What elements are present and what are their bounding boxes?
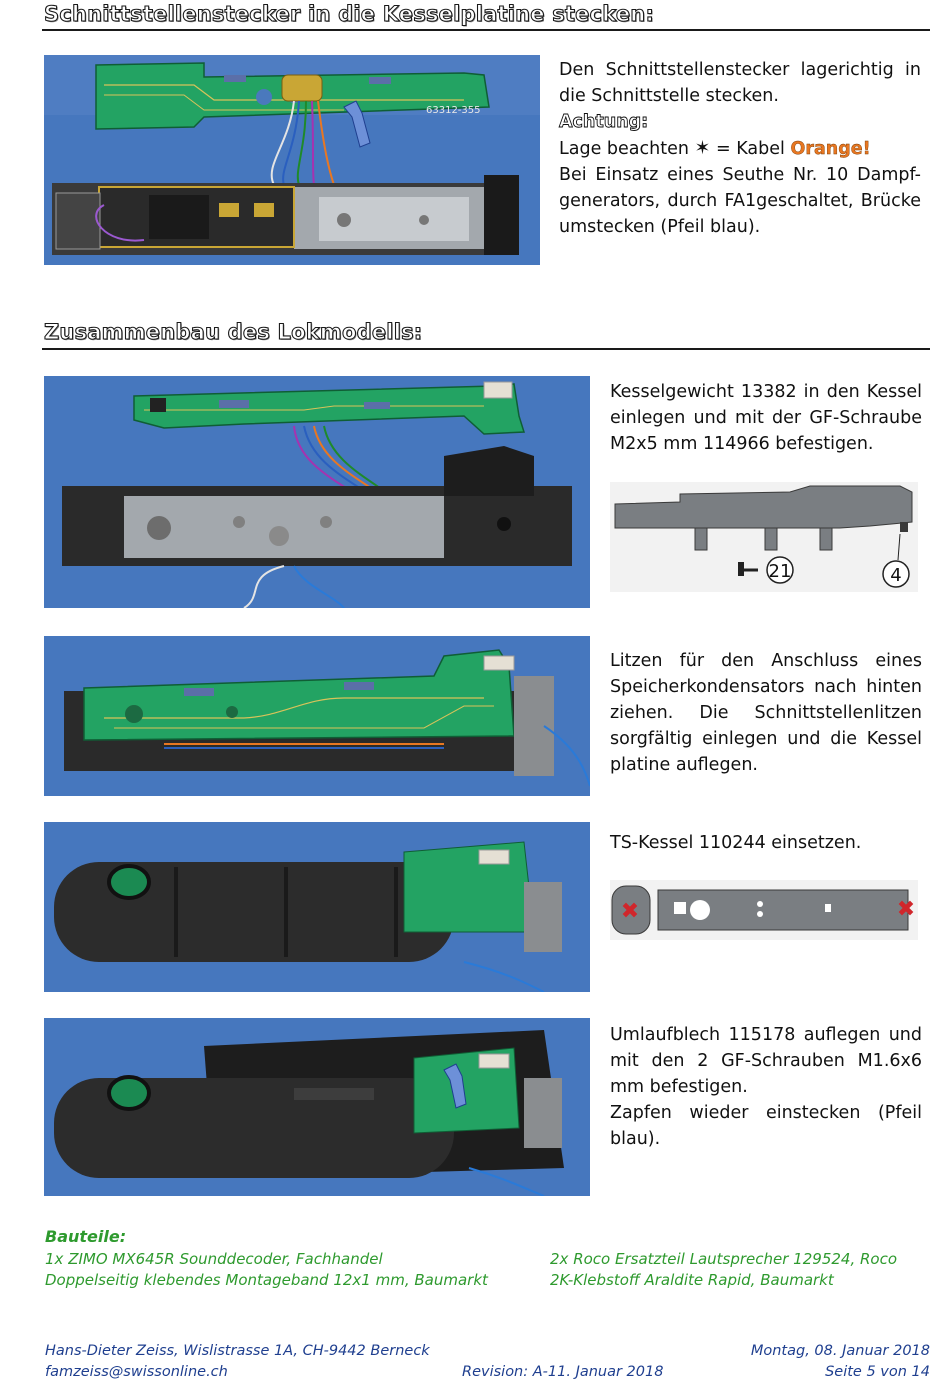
photo-decoder-plug — [44, 55, 540, 265]
parts-item: Doppelseitig klebendes Montageband 12x1 mm, Baumarkt — [45, 1271, 488, 1289]
section1-line1: Den Schnittstellenstecker lagerichtig in die Schnittstelle stecken. — [559, 60, 921, 106]
remove-mark-icon: ✖ — [896, 897, 916, 922]
board-label: 63312-355 — [426, 105, 481, 116]
photo-boiler-weight — [44, 376, 590, 608]
photo-boiler-shell — [44, 822, 590, 992]
section1-line2-prefix: Lage beachten — [559, 139, 689, 159]
photo-boiler-pcb — [44, 636, 590, 796]
footer-date: Montag, 08. Januar 2018 — [750, 1343, 930, 1359]
section2-heading: Zusammenbau des Lokmodells: — [44, 320, 423, 344]
section2-rule — [42, 348, 930, 350]
step4-line1: Umlaufblech 115178 auflegen und mit den 2 GF-Schrauben M1.6x6 mm befestigen. — [610, 1025, 922, 1097]
diagram-boiler-weight — [610, 482, 918, 592]
parts-right — [550, 1249, 930, 1291]
parts-item: 2x Roco Ersatzteil Lautsprecher 129524, Roco — [550, 1250, 898, 1268]
parts-item: 2K-Klebstoff Araldite Rapid, Baumarkt — [550, 1271, 834, 1289]
step3-text: TS-Kessel 110244 einsetzen. — [610, 833, 862, 853]
footer-revision: Revision: A-11. Januar 2018 — [462, 1364, 664, 1380]
parts-item: 1x ZIMO MX645R Sounddecoder, Fachhandel — [45, 1250, 383, 1268]
footer-author: Hans-Dieter Zeiss, Wislistrasse 1A, CH-9442 Berneck — [45, 1343, 430, 1359]
photo-running-board — [44, 1018, 590, 1196]
callout-21: 21 — [768, 561, 792, 582]
step2-text: Litzen für den Anschluss eines Speicherkondensators nach hinten ziehen. Die Schnittstellenlitzen sorgfältig einlegen und die Kessel platine auflegen. — [610, 651, 922, 775]
diagram-boiler-shell — [610, 880, 918, 940]
step4-line2: Zapfen wieder einstecken (Pfeil blau). — [610, 1103, 922, 1149]
star-icon: ✶ — [694, 137, 711, 159]
section1-line3: Bei Einsatz eines Seuthe Nr. 10 Dampf-generators, durch FA1geschaltet, Brücke umstecken (Pfeil blau). — [559, 165, 921, 237]
section1-line2-mid: = Kabel — [716, 139, 785, 159]
parts-title: Bauteile: — [45, 1227, 127, 1246]
parts-left — [45, 1249, 525, 1291]
remove-mark-icon: ✖ — [620, 899, 640, 924]
footer-email: famzeiss@swissonline.ch — [45, 1364, 228, 1380]
step4-text — [610, 1022, 922, 1152]
orange-highlight: Orange! — [790, 139, 871, 159]
section1-heading: Schnittstellenstecker in die Kesselplatine stecken: — [44, 2, 655, 26]
footer-page: Seite 5 von 14 — [825, 1364, 930, 1380]
section1-rule — [42, 29, 930, 31]
callout-4: 4 — [890, 565, 902, 586]
step1-text: Kesselgewicht 13382 in den Kessel einlegen und mit der GF-Schraube M2x5 mm 114966 befestigen. — [610, 382, 922, 454]
attention-label: Achtung: — [559, 112, 649, 132]
section1-text — [559, 57, 921, 240]
